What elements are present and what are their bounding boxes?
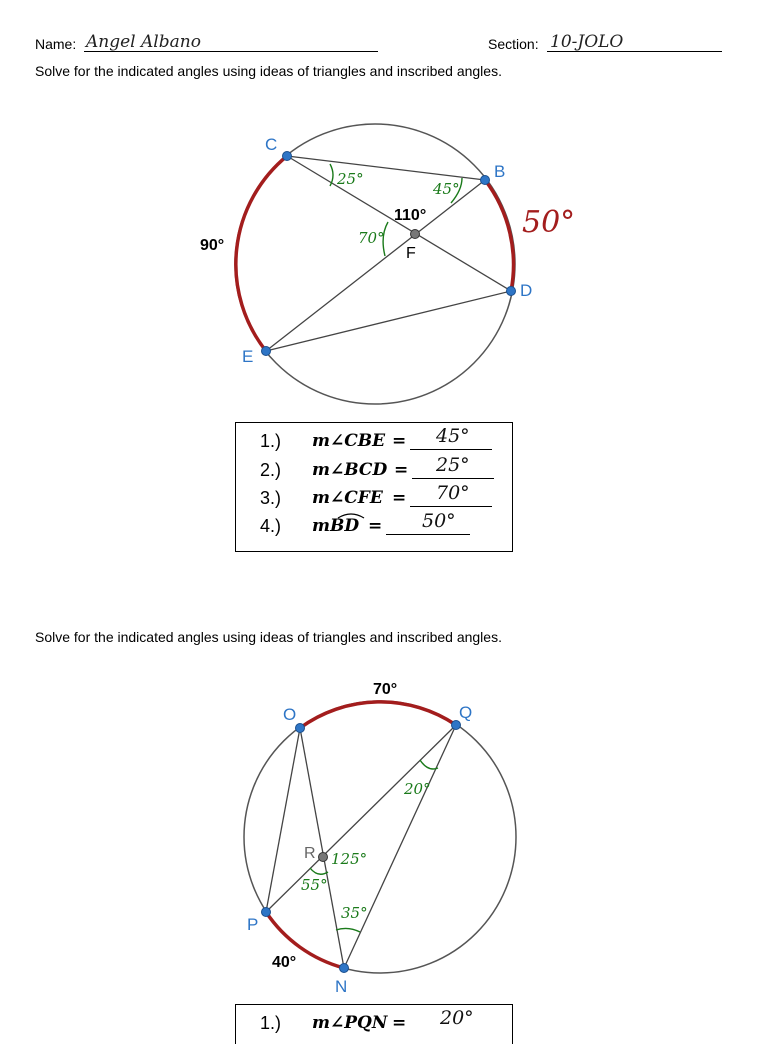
instruction-2: Solve for the indicated angles using ideas of triangles and inscribed angles. bbox=[35, 629, 502, 645]
p2-q1-num: 1.) bbox=[260, 1013, 282, 1033]
label-q: Q bbox=[459, 703, 473, 722]
point-n bbox=[340, 964, 349, 973]
q4-answer: 50° bbox=[422, 510, 456, 532]
label-center-angle: 110° bbox=[394, 207, 427, 224]
q2-row: 2.) m∠BCD = 25° bbox=[236, 456, 512, 484]
point-r bbox=[319, 853, 328, 862]
label-angle-r1: 125° bbox=[331, 850, 368, 868]
label-b: B bbox=[494, 162, 506, 181]
name-value: Angel Albano bbox=[86, 32, 201, 52]
angle-arc-n bbox=[336, 928, 360, 932]
p2-q1-answer: 20° bbox=[440, 1007, 474, 1029]
answer-box-2 bbox=[235, 1004, 513, 1044]
label-r: R bbox=[304, 845, 316, 862]
q3-answer: 70° bbox=[436, 482, 470, 504]
label-n: N bbox=[335, 977, 348, 996]
section-label: Section: bbox=[488, 36, 539, 52]
q1-expr: m∠CBE bbox=[312, 431, 386, 451]
label-angle-q: 20° bbox=[404, 780, 431, 798]
q3-expr: m∠CFE bbox=[312, 488, 383, 508]
label-angle-b: 45° bbox=[433, 180, 460, 198]
q4-row: 4.) mBD = 50° bbox=[236, 512, 512, 540]
label-angle-n: 35° bbox=[341, 904, 368, 922]
q3-num: 3.) bbox=[260, 488, 282, 508]
q1-row: 1.) m∠CBE = 45° bbox=[236, 427, 512, 455]
name-label: Name: bbox=[35, 36, 77, 52]
section-value: 10-JOLO bbox=[550, 32, 624, 52]
label-angle-c: 25° bbox=[337, 170, 364, 188]
q1-num: 1.) bbox=[260, 431, 282, 451]
label-o: O bbox=[283, 705, 297, 724]
label-angle-f: 70° bbox=[358, 229, 385, 247]
p2-q1-expr: m∠PQN bbox=[312, 1013, 388, 1033]
p2-q1-row: 1.) m∠PQN = 20° bbox=[260, 1007, 474, 1033]
chord-qn bbox=[344, 725, 456, 968]
point-p bbox=[262, 908, 271, 917]
point-o bbox=[296, 724, 305, 733]
arc-oq bbox=[300, 702, 456, 728]
label-arc-ce: 90° bbox=[200, 237, 225, 254]
label-angle-r2: 55° bbox=[301, 876, 328, 894]
q4-expr: mBD bbox=[312, 516, 360, 536]
q2-answer: 25° bbox=[436, 454, 470, 476]
angle-arc-q bbox=[420, 760, 438, 769]
label-d: D bbox=[520, 281, 533, 300]
label-arc-pn: 40° bbox=[272, 954, 297, 971]
q3-row: 3.) m∠CFE = 70° bbox=[236, 484, 512, 512]
q4-num: 4.) bbox=[260, 516, 282, 536]
label-f: F bbox=[406, 245, 416, 262]
chord-qp bbox=[266, 725, 456, 912]
q1-answer: 45° bbox=[436, 425, 470, 447]
label-c: C bbox=[265, 135, 278, 154]
instruction-1: Solve for the indicated angles using ideas of triangles and inscribed angles. bbox=[35, 63, 502, 79]
q2-num: 2.) bbox=[260, 460, 282, 480]
label-arc-bd-hand: 50° bbox=[522, 205, 576, 240]
label-arc-oq: 70° bbox=[373, 681, 398, 698]
label-e: E bbox=[242, 347, 254, 366]
q2-expr: m∠BCD bbox=[312, 460, 388, 480]
label-p: P bbox=[247, 915, 259, 934]
